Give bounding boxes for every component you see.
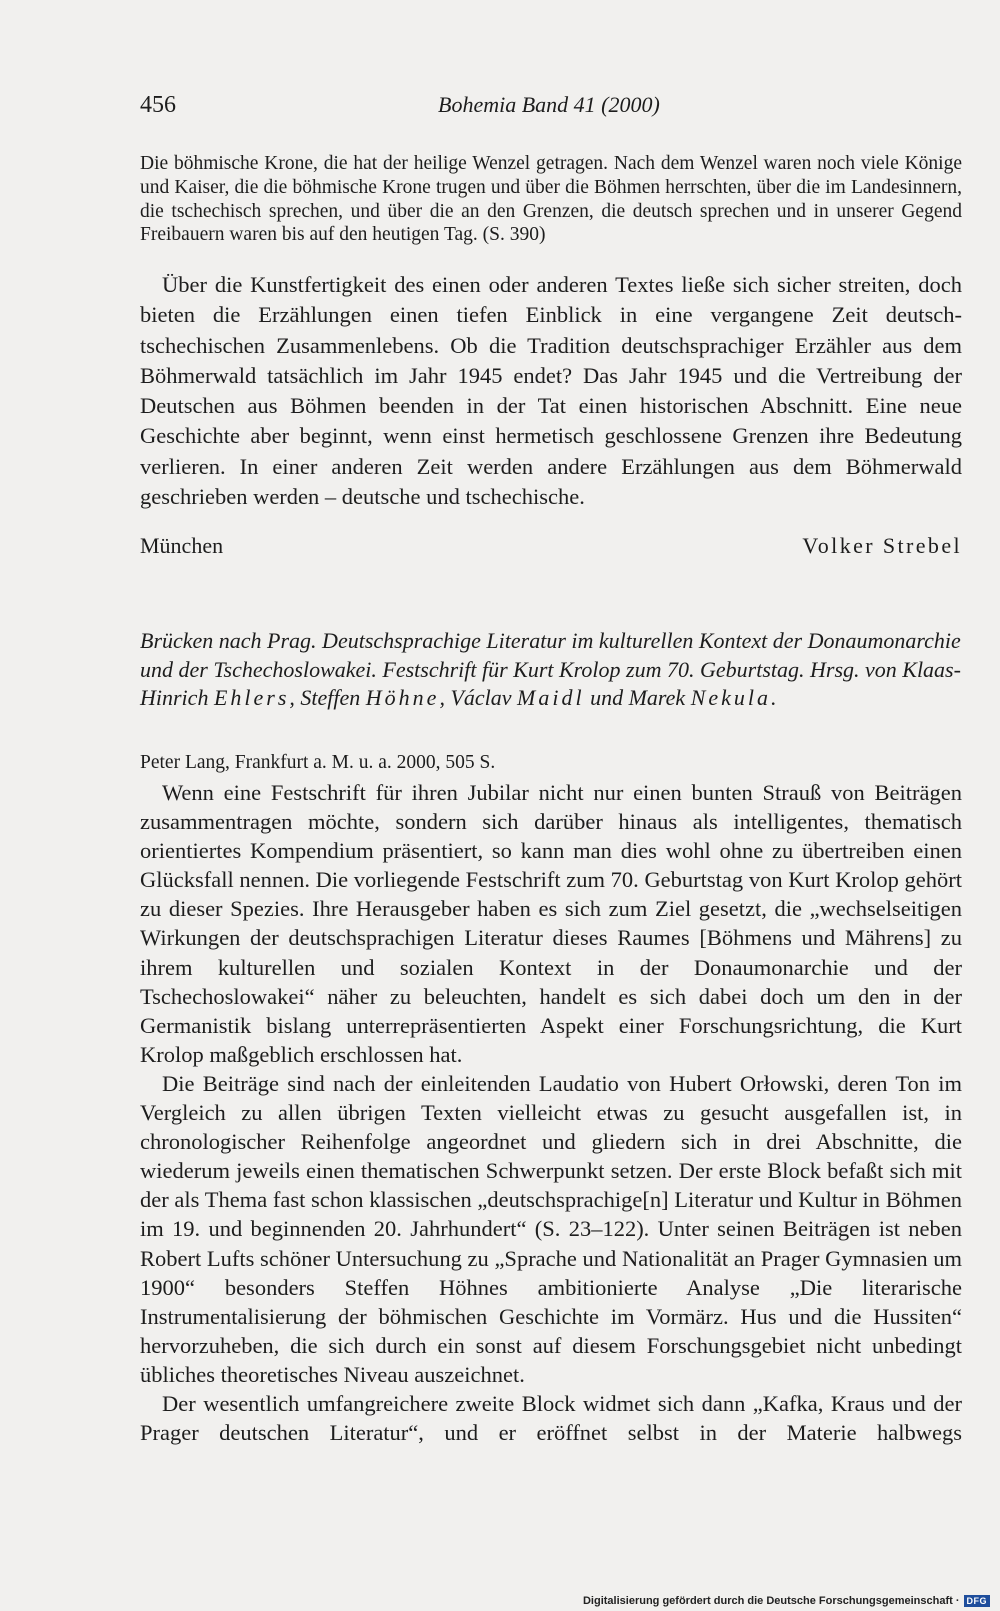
- page-number: 456: [140, 92, 176, 118]
- footer-text: Digitalisierung gefördert durch die Deutsche Forschungsgemeinschaft ·: [582, 1595, 960, 1607]
- block-quote: [140, 152, 962, 247]
- editor-name: Ehlers: [213, 685, 290, 710]
- editor-name: Nekula: [690, 685, 772, 710]
- review2-paragraph: Die Beiträge sind nach der einleitenden Laudatio von Hubert Orłowski, deren Ton im Vergleich zu allen übrigen Texten vielleicht etwas zu gesucht ausgefallen ist, in chronologischer Reihenfolge angeordnet und gliedern sich in drei Abschnitte, die wiederum jeweils einen thematischen Schwerpunkt setzen. Der erste Block befaßt sich mit der als Thema fast schon klassischen „deutschsprachige[n] Literatur und Kultur in Böhmen im 19. und beginnenden 20. Jahrhundert“ (S. 23–122). Unter seinen Beiträgen ist neben Robert Lufts schöner Untersuchung zu „Sprache und Nationalität an Prager Gymnasien um 1900“ besonders Steffen Höhnes ambitionierte Analyse „Die literarische Instrumentalisierung der böhmischen Geschichte im Vormärz. Hus und die Hussiten“ hervorzuheben, die sich durch ein sonst auf diesem Forschungsgebiet nicht unbedingt übliches theoretisches Niveau auszeichnet.: [140, 1070, 962, 1387]
- review2-title: [140, 627, 962, 713]
- editor-name: Höhne: [365, 685, 440, 710]
- quote-text: Die böhmische Krone, die hat der heilige Wenzel getragen. Nach dem Wenzel waren noch viele Könige und Kaiser, die die böhmische Krone trugen und über die Böhmen herrschten, über die im Landesinnern, die tschechisch sprechen, und über die an den Grenzen, die deutsch sprechen und in unserer Gegend Freibauern waren bis auf den heutigen Tag. (S. 390): [140, 153, 962, 246]
- review1-signature: [140, 533, 962, 565]
- dfg-logo-icon: DFG: [964, 1595, 991, 1607]
- review1-body: [140, 270, 962, 512]
- review2-publisher: Peter Lang, Frankfurt a. M. u. a. 2000, 505 S.: [140, 752, 496, 773]
- review2-title-text: Brücken nach Prag. Deutschsprachige Literatur im kulturellen Kontext der Donaumonarchie und der Tschechoslowakei. Festschrift für Kurt Krolop zum 70. Geburtstag. Hrsg. von Klaas-Hinrich Ehlers, Steffen Höhne, Václav Maidl und Marek Nekula.: [140, 628, 961, 710]
- page-header: [140, 92, 960, 128]
- signature-author: Volker Strebel: [802, 533, 962, 558]
- review2-body: [140, 778, 962, 1447]
- editor-name: Maidl: [517, 685, 585, 710]
- running-title: Bohemia Band 41 (2000): [438, 92, 660, 117]
- review2-paragraph: Wenn eine Festschrift für ihren Jubilar nicht nur einen bunten Strauß von Beiträgen zusammentragen möchte, sondern sich darüber hinaus als intelligentes, thematisch orientiertes Kompendium präsentiert, so kann man dies wohl ohne zu übertreiben einen Glücksfall nennen. Die vorliegende Festschrift zum 70. Geburtstag von Kurt Krolop gehört zu dieser Spezies. Ihre Herausgeber haben es sich zum Ziel gesetzt, die „wechselseitigen Wirkungen der deutschsprachigen Literatur dieses Raumes [Böhmens und Mährens] zu ihrem kulturellen und sozialen Kontext in der Donaumonarchie und der Tschechoslowakei“ näher zu beleuchten, handelt es sich dabei doch um den in der Germanistik bislang unterrepräsentierten Aspekt einer Forschungsrichtung, die Kurt Krolop maßgeblich erschlossen hat.: [140, 780, 962, 1067]
- review2-paragraph: Der wesentlich umfangreichere zweite Block widmet sich dann „Kafka, Kraus und der Prager deutschen Literatur“, und er eröffnet selbst in der Materie halbwegs: [140, 1390, 962, 1446]
- review1-paragraph: Über die Kunstfertigkeit des einen oder anderen Textes ließe sich sicher streiten, doch bieten die Erzählungen einen tiefen Einblick in eine vergangene Zeit deutsch-tschechischen Zusammenlebens. Ob die Tradition deutschsprachiger Erzähler aus dem Böhmerwald tatsächlich im Jahr 1945 endet? Das Jahr 1945 und die Vertreibung der Deutschen aus Böhmen beenden in der Tat einen historischen Abschnitt. Eine neue Geschichte aber beginnt, wenn einst hermetisch geschlossene Grenzen ihre Bedeutung verlieren. In einer anderen Zeit werden andere Erzählungen aus dem Böhmerwald geschrieben werden – deutsche und tschechische.: [140, 272, 962, 510]
- signature-city: München: [140, 533, 224, 558]
- digitization-footer: [583, 1595, 990, 1607]
